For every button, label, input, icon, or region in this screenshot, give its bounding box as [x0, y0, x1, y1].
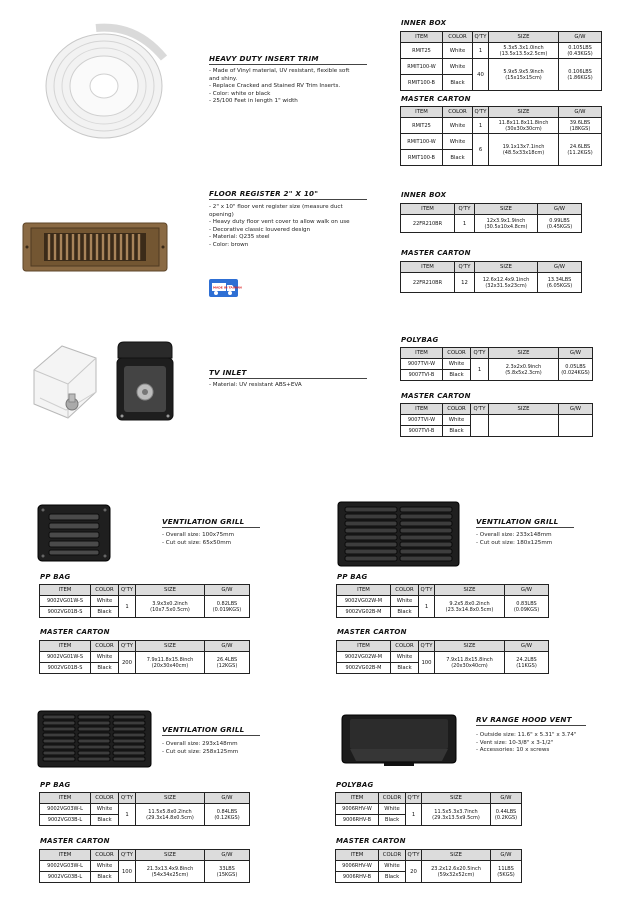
column-header: COLOR [443, 32, 473, 43]
vg1-carton-table [39, 640, 250, 674]
column-header: COLOR [379, 793, 406, 804]
vg3-bullet: - Cut out size: 258x125mm [162, 748, 239, 755]
trim-bullet: and shiny. [209, 75, 238, 82]
column-header: SIZE [136, 793, 205, 804]
cell-size: 3.9x3x0.2inch (10x7.5x0.5cm) [136, 596, 205, 618]
cell-item: 9002VG01W-S [40, 596, 91, 607]
cell-qty: 1 [406, 804, 422, 826]
cell-item: RMIT25 [401, 43, 443, 59]
table-row [40, 861, 250, 872]
table-header-row [40, 850, 250, 861]
table-row [401, 118, 602, 134]
column-header: ITEM [40, 850, 91, 861]
cell-gw: 24.6LBS (11.2KGS) [559, 134, 602, 166]
cell-item: 9002VG02B-M [337, 663, 391, 674]
hood-carton-table [335, 849, 522, 883]
column-header: SIZE [489, 404, 559, 415]
cell-item: 9006RHV-W [336, 804, 379, 815]
table-header-row [401, 107, 602, 118]
cell-gw: 11LBS (5KGS) [491, 861, 522, 883]
column-header: ITEM [401, 404, 443, 415]
cell-item: 9002VG03W-L [40, 861, 91, 872]
column-header: G/W [538, 262, 582, 273]
column-header: SIZE [136, 585, 205, 596]
table-header-row [401, 262, 582, 273]
cell-qty: 20 [406, 861, 422, 883]
column-header: SIZE [475, 204, 538, 215]
tv-carton-table [400, 403, 593, 437]
column-header: G/W [538, 204, 582, 215]
cell-color: White [391, 652, 419, 663]
column-header: G/W [505, 585, 549, 596]
floor-bullet: opening) [209, 211, 234, 218]
trim-title-rule [209, 64, 367, 65]
cell-color: White [91, 804, 119, 815]
spec-table [400, 403, 593, 437]
table-header-row [337, 641, 549, 652]
column-header: SIZE [489, 32, 559, 43]
cell-qty: 1 [455, 215, 475, 233]
column-header: G/W [205, 585, 250, 596]
cell-color: White [443, 415, 471, 426]
made-in-taiwan-text: MADE IN TAIWAN [213, 285, 242, 290]
column-header: Q'TY [419, 585, 435, 596]
floor-bullet: - Heavy duty floor vent cover to allow walk on use [209, 219, 350, 226]
cell-item: 9007TVI-B [401, 426, 443, 437]
floor-carton-table [400, 261, 582, 293]
tv-title: TV INLET [209, 368, 247, 377]
cell-color: Black [379, 815, 406, 826]
spec-table [400, 347, 593, 381]
vg2-bullet: - Overall size: 233x148mm [476, 532, 552, 538]
column-header: G/W [559, 107, 602, 118]
column-header: G/W [559, 404, 593, 415]
floor-bullets [209, 204, 350, 250]
floor-carton-label: MASTER CARTON [401, 249, 471, 257]
column-header: G/W [205, 850, 250, 861]
cell-item: 9006RHV-W [336, 861, 379, 872]
tv-polybag-table [400, 347, 593, 381]
table-row [40, 804, 250, 815]
cell-color: Black [443, 426, 471, 437]
column-header: Q'TY [473, 107, 489, 118]
column-header: Q'TY [471, 348, 489, 359]
cell-size: 7.9x11.8x15.8inch (20x30x40cm) [136, 652, 205, 674]
table-header-row [401, 204, 582, 215]
column-header: Q'TY [119, 585, 136, 596]
cell-item: 9006RHV-B [336, 815, 379, 826]
column-header: ITEM [401, 204, 455, 215]
column-header: G/W [491, 793, 522, 804]
column-header: ITEM [336, 850, 379, 861]
column-header: COLOR [443, 404, 471, 415]
column-header: ITEM [401, 32, 443, 43]
spec-table [335, 792, 522, 826]
cell-qty: 1 [471, 359, 489, 381]
column-header: G/W [205, 793, 250, 804]
column-header: COLOR [391, 641, 419, 652]
made-in-taiwan-truck-icon [209, 279, 242, 297]
table-row [40, 596, 250, 607]
floor-bullet: - 2" x 10" floor vent register size (measure duct [209, 204, 343, 210]
cell-gw: 39.6LBS (18KGS) [559, 118, 602, 134]
cell-color: Black [443, 150, 473, 166]
cell-item: 9002VG02B-M [337, 607, 391, 618]
hood-bullets [476, 732, 577, 755]
cell-size: 12.6x12.4x9.1inch (32x31.5x23cm) [475, 273, 538, 293]
table-header-row [336, 850, 522, 861]
column-header: Q'TY [471, 404, 489, 415]
trim-carton-table [400, 106, 602, 166]
cell-size [489, 415, 559, 437]
tv-carton-label: MASTER CARTON [401, 392, 471, 400]
floor-bullet: - Color: brown [209, 241, 249, 248]
floor-title-rule [209, 199, 367, 200]
spec-table [39, 584, 250, 618]
cell-gw: 0.05LBS (0.024KGS) [559, 359, 593, 381]
hood-bullet: - Outside size: 11.6" x 5.31" x 3.74" [476, 732, 577, 738]
vg1-carton-label: MASTER CARTON [40, 628, 110, 636]
cell-qty: 1 [473, 118, 489, 134]
column-header: SIZE [475, 262, 538, 273]
cell-color: White [91, 861, 119, 872]
column-header: ITEM [336, 793, 379, 804]
floor-register-image [22, 222, 168, 272]
column-header: ITEM [337, 585, 391, 596]
column-header: Q'TY [419, 641, 435, 652]
cell-qty: 100 [419, 652, 435, 674]
table-header-row [40, 793, 250, 804]
vg2-bullets [476, 532, 552, 547]
cell-size: 11.8x11.8x11.8inch (30x30x30cm) [489, 118, 559, 134]
column-header: Q'TY [119, 793, 136, 804]
vg2-bag-label: PP BAG [337, 573, 368, 581]
floor-title: FLOOR REGISTER 2" X 10" [209, 189, 319, 198]
cell-color: Black [443, 75, 473, 91]
vg3-title-rule [162, 735, 260, 736]
column-header: COLOR [379, 850, 406, 861]
column-header: SIZE [489, 107, 559, 118]
column-header: SIZE [136, 850, 205, 861]
cell-size: 11.5x5.3x3.7inch (29.3x13.5x9.5cm) [422, 804, 491, 826]
spec-table [39, 849, 250, 883]
cell-gw: 0.106LBS (1.86KGS) [559, 59, 602, 91]
column-header: COLOR [443, 348, 471, 359]
trim-innerbox-label: INNER BOX [401, 19, 447, 27]
cell-item: 9002VG03B-L [40, 815, 91, 826]
cell-qty [471, 415, 489, 437]
cell-item: 9002VG02W-M [337, 652, 391, 663]
cell-size: 2.3x2x0.9inch (5.8x5x2.3cm) [489, 359, 559, 381]
cell-item: RMIT25 [401, 118, 443, 134]
cell-gw: 26.4LBS (12KGS) [205, 652, 250, 674]
cell-color: White [379, 861, 406, 872]
cell-color: Black [91, 663, 119, 674]
floor-innerbox-label: INNER BOX [401, 191, 447, 199]
table-row [401, 415, 593, 426]
spec-table [400, 203, 582, 233]
column-header: Q'TY [455, 204, 475, 215]
cell-item: 9002VG01B-S [40, 663, 91, 674]
table-header-row [401, 404, 593, 415]
vg3-title: VENTILATION GRILL [162, 725, 245, 734]
table-header-row [401, 348, 593, 359]
spec-table [400, 106, 602, 166]
spec-table [336, 640, 549, 674]
cell-gw: 13.34LBS (6.05KGS) [538, 273, 582, 293]
cell-color: White [443, 43, 473, 59]
tv-polybag-label: POLYBAG [401, 336, 439, 344]
table-header-row [401, 32, 602, 43]
column-header: G/W [205, 641, 250, 652]
hood-bullet: - Vent size: 10-3/8" x 3-1/2" [476, 739, 554, 746]
cell-color: White [443, 118, 473, 134]
column-header: SIZE [435, 585, 505, 596]
column-header: G/W [559, 32, 602, 43]
tv-inlet-black-image [114, 340, 176, 424]
trim-bullet: - 25/100 Feet in length 1" width [209, 98, 298, 105]
vent-grill-large-image [37, 710, 152, 768]
cell-gw: 0.83LBS (0.09KGS) [505, 596, 549, 618]
spec-table [336, 584, 549, 618]
column-header: ITEM [40, 585, 91, 596]
cell-gw: 0.82LBS (0.019KGS) [205, 596, 250, 618]
column-header: COLOR [91, 641, 119, 652]
trim-bullet: - Color: white or black [209, 90, 271, 97]
hood-bag-table [335, 792, 522, 826]
cell-qty: 1 [119, 804, 136, 826]
tv-bullets [209, 382, 302, 390]
vg2-bullet: - Cut out size: 180x125mm [476, 539, 553, 546]
tv-inlet-white-image [26, 340, 106, 424]
column-header: ITEM [337, 641, 391, 652]
vg2-bag-table [336, 584, 549, 618]
table-row [336, 861, 522, 872]
cell-item: 9002VG01B-S [40, 607, 91, 618]
column-header: COLOR [91, 793, 119, 804]
cell-size: 23.2x12.6x20.5inch (59x32x52cm) [422, 861, 491, 883]
vg3-bag-table [39, 792, 250, 826]
table-row [401, 359, 593, 370]
cell-qty: 40 [473, 59, 489, 91]
hood-title-rule [476, 725, 586, 726]
column-header: G/W [491, 850, 522, 861]
vg2-carton-table [336, 640, 549, 674]
vg3-bullets [162, 741, 238, 756]
column-header: COLOR [443, 107, 473, 118]
cell-gw: 24.2LBS (11KGS) [505, 652, 549, 674]
spec-table [400, 261, 582, 293]
column-header: SIZE [136, 641, 205, 652]
cell-color: White [443, 59, 473, 75]
trim-title: HEAVY DUTY INSERT TRIM [209, 54, 319, 63]
cell-qty: 1 [473, 43, 489, 59]
vg1-title: VENTILATION GRILL [162, 517, 245, 526]
vg2-carton-label: MASTER CARTON [337, 628, 407, 636]
spec-table [39, 640, 250, 674]
column-header: G/W [559, 348, 593, 359]
cell-size: 7.9x11.8x15.8inch (20x30x40cm) [435, 652, 505, 674]
cell-color: White [91, 652, 119, 663]
cell-color: Black [91, 607, 119, 618]
table-header-row [336, 793, 522, 804]
vg3-bag-label: PP BAG [40, 781, 71, 789]
cell-color: Black [391, 663, 419, 674]
cell-item: RMIT100-W [401, 59, 443, 75]
column-header: COLOR [391, 585, 419, 596]
cell-item: 9002VG02W-M [337, 596, 391, 607]
cell-qty: 6 [473, 134, 489, 166]
cell-color: Black [91, 872, 119, 883]
cell-qty: 1 [419, 596, 435, 618]
vg3-carton-label: MASTER CARTON [40, 837, 110, 845]
cell-item: 9007TVI-W [401, 359, 443, 370]
cell-item: 9007TVI-B [401, 370, 443, 381]
hood-carton-label: MASTER CARTON [336, 837, 406, 845]
column-header: ITEM [401, 262, 455, 273]
column-header: Q'TY [455, 262, 475, 273]
table-row [337, 652, 549, 663]
cell-color: Black [391, 607, 419, 618]
column-header: ITEM [401, 348, 443, 359]
hood-bullet: - Accessories: 10 x screws [476, 747, 550, 754]
cell-color: Black [443, 370, 471, 381]
cell-color: White [379, 804, 406, 815]
table-row [336, 804, 522, 815]
cell-qty: 200 [119, 652, 136, 674]
table-row [401, 43, 602, 59]
spec-table [39, 792, 250, 826]
cell-item: 22FR210BR [401, 273, 455, 293]
column-header: Q'TY [119, 641, 136, 652]
tv-title-rule [209, 378, 367, 379]
column-header: ITEM [401, 107, 443, 118]
table-row [40, 652, 250, 663]
table-row [401, 215, 582, 233]
table-header-row [40, 585, 250, 596]
tv-bullet: - Material: UV resistant ABS+EVA [209, 382, 302, 388]
cell-size: 5.3x5.3x1.0inch (13.5x13.5x2.5cm) [489, 43, 559, 59]
table-row [337, 596, 549, 607]
cell-qty: 1 [119, 596, 136, 618]
cell-item: 22FR210BR [401, 215, 455, 233]
cell-gw [559, 415, 593, 437]
range-hood-vent-image [340, 713, 458, 767]
cell-gw: 0.84LBS (0.12KGS) [205, 804, 250, 826]
table-row [401, 59, 602, 75]
cell-gw: 0.44LBS (0.2KGS) [491, 804, 522, 826]
cell-item: RMIT100-B [401, 150, 443, 166]
vg2-title: VENTILATION GRILL [476, 517, 559, 526]
vg3-carton-table [39, 849, 250, 883]
cell-qty: 100 [119, 861, 136, 883]
vg1-bullet: - Overall size: 100x75mm [162, 532, 235, 538]
column-header: SIZE [489, 348, 559, 359]
cell-color: White [91, 596, 119, 607]
cell-item: 9002VG01W-S [40, 652, 91, 663]
vg3-bullet: - Overall size: 293x148mm [162, 741, 238, 747]
vent-grill-medium-image [337, 501, 460, 567]
cell-color: Black [379, 872, 406, 883]
column-header: SIZE [435, 641, 505, 652]
cell-color: Black [91, 815, 119, 826]
vg1-title-rule [162, 527, 260, 528]
cell-item: 9006RHV-B [336, 872, 379, 883]
spec-table [400, 31, 602, 91]
cell-qty: 12 [455, 273, 475, 293]
table-header-row [337, 585, 549, 596]
vg1-bag-table [39, 584, 250, 618]
column-header: SIZE [422, 793, 491, 804]
hood-bag-label: POLYBAG [336, 781, 374, 789]
column-header: Q'TY [119, 850, 136, 861]
cell-gw: 33LBS (15KGS) [205, 861, 250, 883]
cell-item: RMIT100-W [401, 134, 443, 150]
column-header: ITEM [40, 641, 91, 652]
cell-size: 5.9x5.9x5.9inch (15x15x15cm) [489, 59, 559, 91]
cell-color: White [443, 134, 473, 150]
column-header: COLOR [91, 850, 119, 861]
cell-size: 11.5x5.8x0.2inch (29.3x14.8x0.5cm) [136, 804, 205, 826]
spec-table [335, 849, 522, 883]
vent-grill-small-image [37, 504, 111, 562]
cell-size: 21.3x13.4x9.8inch (54x34x25cm) [136, 861, 205, 883]
vg1-bag-label: PP BAG [40, 573, 71, 581]
column-header: COLOR [91, 585, 119, 596]
vg1-bullet: - Cut out size: 65x50mm [162, 539, 232, 546]
floor-bullet: - Decorative classic louvered design [209, 226, 311, 233]
table-row [401, 134, 602, 150]
cell-size: 12x3.9x1.9inch (30.5x10x4.8cm) [475, 215, 538, 233]
column-header: SIZE [422, 850, 491, 861]
table-header-row [40, 641, 250, 652]
cell-gw: 0.105LBS (0.43KGS) [559, 43, 602, 59]
table-row [401, 273, 582, 293]
trim-bullet: - Replace Cracked and Stained RV Trim Inserts. [209, 83, 341, 90]
vg1-bullets [162, 532, 234, 547]
cell-item: 9002VG03B-L [40, 872, 91, 883]
cell-color: White [391, 596, 419, 607]
column-header: ITEM [40, 793, 91, 804]
cell-size: 19.1x13x7.1inch (48.5x33x18cm) [489, 134, 559, 166]
column-header: G/W [505, 641, 549, 652]
cell-item: RMIT100-B [401, 75, 443, 91]
floor-bullet: - Material: Q235 steel [209, 234, 270, 241]
cell-color: White [443, 359, 471, 370]
trim-bullets [209, 68, 349, 106]
column-header: Q'TY [473, 32, 489, 43]
floor-innerbox-table [400, 203, 582, 233]
vg2-title-rule [476, 527, 574, 528]
cell-item: 9002VG03W-L [40, 804, 91, 815]
cell-size: 9.2x5.8x0.2inch (23.3x14.8x0.5cm) [435, 596, 505, 618]
trim-carton-label: MASTER CARTON [401, 95, 471, 103]
column-header: Q'TY [406, 850, 422, 861]
trim-bullet: - Made of Vinyl material, UV resistant, flexible soft [209, 68, 350, 74]
insert-trim-image [36, 22, 172, 146]
column-header: Q'TY [406, 793, 422, 804]
hood-title: RV RANGE HOOD VENT [476, 715, 572, 724]
cell-gw: 0.99LBS (0.45KGS) [538, 215, 582, 233]
trim-innerbox-table [400, 31, 602, 91]
cell-item: 9007TVI-W [401, 415, 443, 426]
